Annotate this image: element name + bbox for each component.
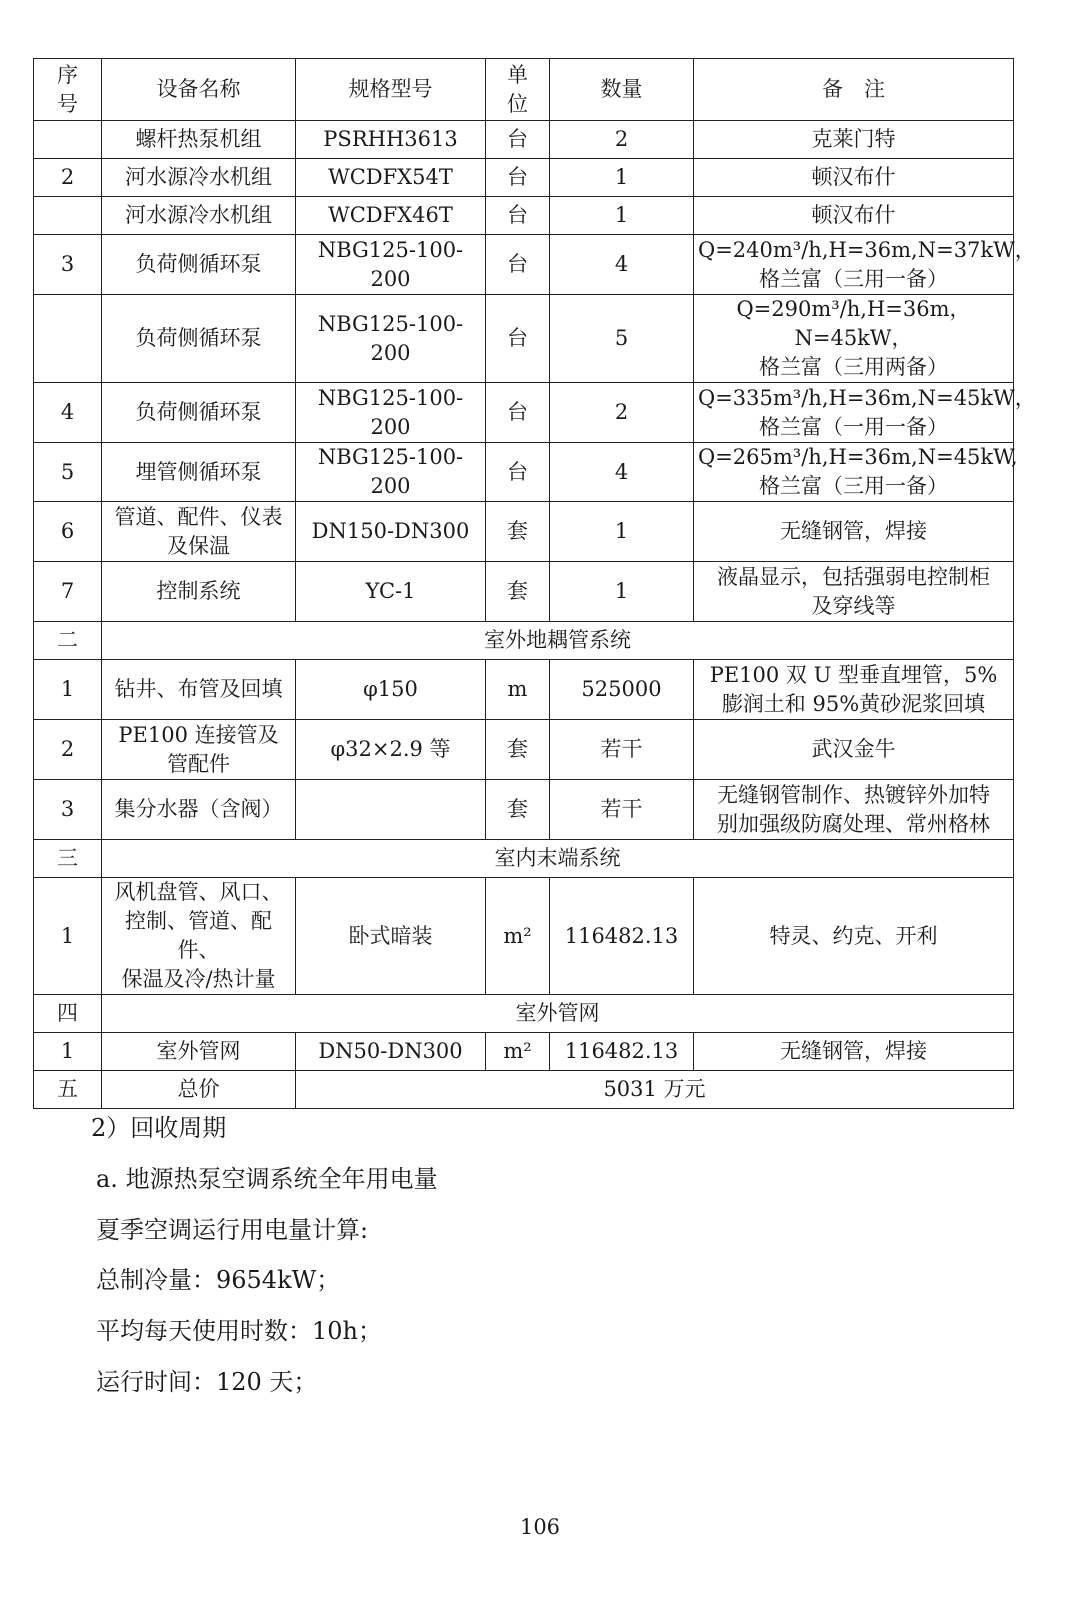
- table-row: [34, 159, 1014, 197]
- cell-no: 3: [34, 235, 102, 295]
- cell-unit: 台: [486, 383, 550, 443]
- cell-qty: 116482.13: [550, 878, 694, 995]
- cell-name: 河水源冷水机组: [102, 197, 296, 235]
- header-unit: 单 位: [507, 62, 528, 116]
- table-row: [34, 235, 1014, 295]
- section-row: [34, 840, 1014, 878]
- cell-name: 螺杆热泵机组: [102, 121, 296, 159]
- cell-model: φ150: [296, 660, 486, 720]
- cell-unit: m: [486, 660, 550, 720]
- cell-name: 控制系统: [102, 562, 296, 622]
- cell-unit: 套: [486, 780, 550, 840]
- cell-note: 顿汉布什: [694, 159, 1014, 197]
- cell-no: 7: [34, 562, 102, 622]
- table-row: [34, 502, 1014, 562]
- cell-name: 集分水器（含阀）: [102, 780, 296, 840]
- header-cell: [34, 59, 102, 121]
- cell-note: Q=265m³/h,H=36m,N=45kW, 格兰富（三用一备）: [694, 443, 1014, 502]
- cell-unit: 台: [486, 235, 550, 295]
- cell-qty: 若干: [550, 780, 694, 840]
- table-row: [34, 660, 1014, 720]
- cell-no: [34, 295, 102, 383]
- equipment-table: [33, 58, 1036, 1109]
- cell-no: 4: [34, 383, 102, 443]
- cell-model: DN50-DN300: [296, 1033, 486, 1071]
- cell-note: 液晶显示，包括强弱电控制柜 及穿线等: [694, 562, 1014, 622]
- cell-unit: m²: [486, 878, 550, 995]
- section-title: 室外管网: [102, 995, 1014, 1033]
- cell-unit: 套: [486, 720, 550, 780]
- table-row: [34, 295, 1014, 383]
- cell-no: [34, 121, 102, 159]
- cell-model: YC-1: [296, 562, 486, 622]
- cell-no: 2: [34, 720, 102, 780]
- table-row: [34, 197, 1014, 235]
- section-row: [34, 622, 1014, 660]
- cell-qty: 1: [550, 562, 694, 622]
- header-cell: [486, 59, 550, 121]
- cell-no: [34, 197, 102, 235]
- cell-model: φ32×2.9 等: [296, 720, 486, 780]
- table-row: [34, 121, 1014, 159]
- cell-unit: 台: [486, 197, 550, 235]
- cell-note: Q=240m³/h,H=36m,N=37kW， 格兰富（三用一备）: [694, 235, 1014, 295]
- section-no: 三: [34, 840, 102, 878]
- total-value: 5031 万元: [296, 1071, 1014, 1109]
- paragraph-line-a: a. 地源热泵空调系统全年用电量: [96, 1165, 438, 1193]
- cell-name: 管道、配件、仪表 及保温: [102, 502, 296, 562]
- paragraph-line-cooling: 总制冷量：9654kW；: [96, 1266, 341, 1294]
- cell-unit: 套: [486, 562, 550, 622]
- cell-name: 风机盘管、风口、 控制、管道、配件、 保温及冷/热计量: [102, 878, 296, 995]
- cell-no: 5: [34, 443, 102, 502]
- cell-note: Q=335m³/h,H=36m,N=45kW， 格兰富（一用一备）: [694, 383, 1014, 443]
- table-row: [34, 562, 1014, 622]
- header-model: 规格型号: [348, 77, 433, 101]
- cell-model: DN150-DN300: [296, 502, 486, 562]
- cell-qty: 5: [550, 295, 694, 383]
- cell-note: Q=290m³/h,H=36m，N=45kW， 格兰富（三用两备）: [694, 295, 1014, 383]
- cell-no: 2: [34, 159, 102, 197]
- cell-qty: 2: [550, 383, 694, 443]
- table-row: [34, 1033, 1014, 1071]
- cell-qty: 116482.13: [550, 1033, 694, 1071]
- header-name: 设备名称: [156, 77, 241, 101]
- cell-note: 无缝钢管，焊接: [694, 502, 1014, 562]
- cell-name: 钻井、布管及回填: [102, 660, 296, 720]
- cell-unit: m²: [486, 1033, 550, 1071]
- page-number: 106: [519, 1515, 561, 1539]
- cell-unit: 台: [486, 295, 550, 383]
- cell-name: 负荷侧循环泵: [102, 235, 296, 295]
- paragraph-line-hours: 平均每天使用时数：10h；: [96, 1317, 382, 1345]
- cell-note: 克莱门特: [694, 121, 1014, 159]
- header-no: 序 号: [57, 62, 78, 116]
- paragraph-line-days: 运行时间：120 天；: [96, 1368, 318, 1396]
- cell-note: 顿汉布什: [694, 197, 1014, 235]
- cell-qty: 525000: [550, 660, 694, 720]
- table-row: [34, 720, 1014, 780]
- header-cell: [102, 59, 296, 121]
- cell-model: WCDFX54T: [296, 159, 486, 197]
- cell-name: 负荷侧循环泵: [102, 383, 296, 443]
- cell-qty: 4: [550, 443, 694, 502]
- cell-model: PSRHH3613: [296, 121, 486, 159]
- cell-note: PE100 双 U 型垂直埋管，5% 膨润土和 95%黄砂泥浆回填: [694, 660, 1014, 720]
- cell-qty: 1: [550, 159, 694, 197]
- cell-model: WCDFX46T: [296, 197, 486, 235]
- cell-no: 1: [34, 878, 102, 995]
- total-row: [34, 1071, 1014, 1109]
- cell-name: 埋管侧循环泵: [102, 443, 296, 502]
- cell-no: 1: [34, 660, 102, 720]
- section-row: [34, 995, 1014, 1033]
- cell-qty: 2: [550, 121, 694, 159]
- cell-qty: 1: [550, 502, 694, 562]
- section-title: 室内末端系统: [102, 840, 1014, 878]
- total-label: 总价: [102, 1071, 296, 1109]
- section-no: 四: [34, 995, 102, 1033]
- section-heading: 2）回收周期: [91, 1114, 227, 1142]
- cell-unit: 套: [486, 502, 550, 562]
- cell-note: 无缝钢管，焊接: [694, 1033, 1014, 1071]
- cell-name: 河水源冷水机组: [102, 159, 296, 197]
- header-qty: 数量: [600, 77, 643, 101]
- table-row: [34, 383, 1014, 443]
- cell-qty: 4: [550, 235, 694, 295]
- section-no: 二: [34, 622, 102, 660]
- table-row: [34, 443, 1014, 502]
- cell-model: [296, 780, 486, 840]
- cell-unit: 台: [486, 159, 550, 197]
- table-header-row: [34, 59, 1014, 121]
- cell-unit: 台: [486, 121, 550, 159]
- header-note: 备 注: [822, 77, 885, 101]
- section-title: 室外地耦管系统: [102, 622, 1014, 660]
- paragraph-line-summer: 夏季空调运行用电量计算:: [96, 1216, 369, 1244]
- cell-name: 室外管网: [102, 1033, 296, 1071]
- cell-name: 负荷侧循环泵: [102, 295, 296, 383]
- cell-note: 无缝钢管制作、热镀锌外加特 别加强级防腐处理、常州格林: [694, 780, 1014, 840]
- cell-no: 1: [34, 1033, 102, 1071]
- table-row: [34, 878, 1014, 995]
- cell-no: 6: [34, 502, 102, 562]
- cell-name: PE100 连接管及 管配件: [102, 720, 296, 780]
- cell-no: 3: [34, 780, 102, 840]
- cell-model: NBG125-100-200: [296, 235, 486, 295]
- cell-unit: 台: [486, 443, 550, 502]
- header-cell: [550, 59, 694, 121]
- cell-model: NBG125-100-200: [296, 443, 486, 502]
- cell-note: 武汉金牛: [694, 720, 1014, 780]
- cell-model: NBG125-100-200: [296, 383, 486, 443]
- table-row: [34, 780, 1014, 840]
- header-cell: [296, 59, 486, 121]
- cell-model: 卧式暗装: [296, 878, 486, 995]
- cell-model: NBG125-100-200: [296, 295, 486, 383]
- cell-note: 特灵、约克、开利: [694, 878, 1014, 995]
- total-no: 五: [34, 1071, 102, 1109]
- cell-qty: 若干: [550, 720, 694, 780]
- cell-qty: 1: [550, 197, 694, 235]
- header-cell: [694, 59, 1014, 121]
